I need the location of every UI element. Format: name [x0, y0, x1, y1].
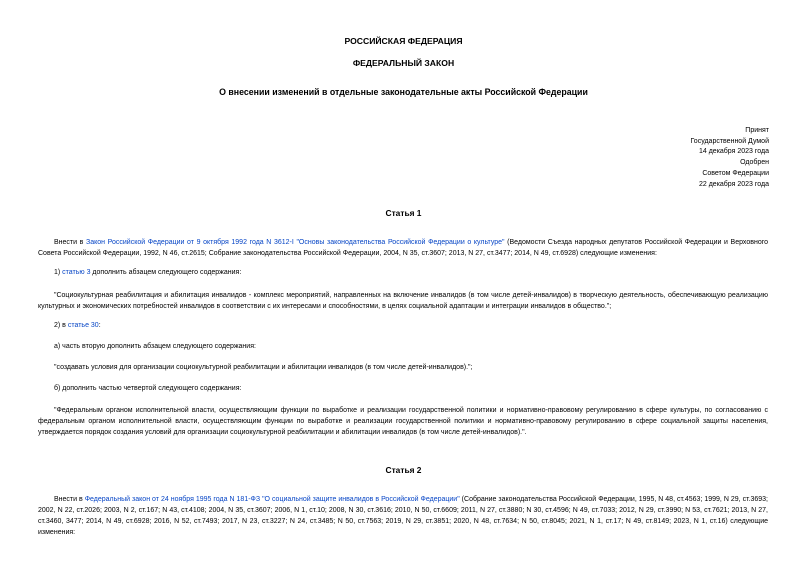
acceptance-line: 22 декабря 2023 года: [698, 180, 769, 188]
acceptance-line: Государственной Думой: [690, 137, 769, 145]
law-title: О внесении изменений в отдельные законодательные акты Российской Федерации: [219, 87, 588, 97]
quoted-paragraph: "создавать условия для организации социокультурной реабилитации и абилитации инвалидов (в том числе детей-инвалидов).";: [54, 364, 473, 371]
acceptance-block: [690, 126, 769, 190]
paragraph-text: (Ведомости Съезда народных депутатов Российской Федерации и Верховного Совета Российской Федерации, 1992, N 46, ст.2615; Собрание законодательства Российской Федерации, 2004, N 35, ст.3607; 2013, N 27, ст.3477; 2014, N 49, ст.6928) следующие изменения:: [38, 239, 769, 257]
article-1-heading: Статья 1: [385, 208, 422, 218]
article-3-link[interactable]: статью 3: [62, 269, 91, 276]
item-text: :: [98, 322, 101, 329]
item-number: 2) в: [54, 322, 68, 329]
law-type-heading: ФЕДЕРАЛЬНЫЙ ЗАКОН: [352, 58, 455, 68]
article-30-link[interactable]: статье 30: [67, 322, 99, 329]
item-text: дополнить абзацем следующего содержания:: [90, 269, 242, 276]
quoted-paragraph: "Социокультурная реабилитация и абилитация инвалидов - комплекс мероприятий, направленных на включение инвалидов (в том числе детей-инвалидов) в творческую деятельность, обеспечивающую реализацию культурных и экономических потребностей инвалидов в соответствии с их интересами и способностями, в целях социальной адаптации и интеграции инвалидов в общество.";: [38, 292, 768, 310]
sub-item: а) часть вторую дополнить абзацем следующего содержания:: [54, 343, 256, 350]
acceptance-line: Советом Федерации: [702, 169, 769, 177]
quoted-paragraph: "Федеральным органом исполнительной власти, осуществляющим функции по выработке и реализации государственной политики и нормативно-правовому регулированию в сфере культуры, по согласованию с федеральным органом исполнительной власти, осуществляющим функции по выработке и реализации государственной политики и нормативно-правовому регулированию в сфере социальной защиты населения, утверждается порядок создания условий для организации социокультурной реабилитации и абилитации инвалидов (в том числе детей-инвалидов).".: [38, 407, 768, 436]
amendment-item: [38, 267, 768, 278]
amendment-item: [38, 320, 768, 331]
acceptance-line: Одобрен: [740, 159, 769, 167]
paragraph-text: Внести в: [54, 239, 86, 246]
sub-item: б) дополнить частью четвертой следующего содержания:: [54, 385, 242, 392]
article-2-heading: Статья 2: [385, 465, 422, 475]
law-link[interactable]: Закон Российской Федерации от 9 октября 1992 года N 3612-I "Основы законодательства Российской Федерации о культуре": [86, 239, 505, 246]
acceptance-line: Принят: [745, 127, 769, 134]
item-number: 1): [54, 269, 63, 276]
paragraph-text: (Собрание законодательства Российской Федерации, 1995, N 48, ст.4563; 1999, N 29, ст.3693; 2002, N 22, ст.2026; 2003, N 2, ст.167; N 43, ст.4108; 2004, N 35, ст.3607; 2006, N 1, ст.10; 2008, N 30, ст.3616; 2010, N 50, ст.6609; 2011, N 27, ст.3880; N 30, ст.4596; N 49, ст.7033; 2012, N 29, ст.3990; N 53, ст.7621; 2013, N 27, ст.3460, 3477; 2014, N 49, ст.6928; 2016, N 52, ст.7493; 2017, N 23, ст.3227; N 24, ст.3485; N 50, ст.7563; 2019, N 29, ст.3851; 2020, N 48, ст.7634; N 50, ст.8045; 2021, N 1, ст.17; N 49, ст.8149; 2023, N 1, ст.16) следующие изменения:: [38, 496, 768, 536]
country-heading: РОССИЙСКАЯ ФЕДЕРАЦИЯ: [344, 36, 463, 46]
article-2-paragraph: [38, 494, 768, 538]
law-link[interactable]: Федеральный закон от 24 ноября 1995 года N 181-ФЗ "О социальной защите инвалидов в Российской Федерации": [84, 496, 460, 503]
paragraph-text: Внести в: [54, 496, 85, 503]
acceptance-line: 14 декабря 2023 года: [698, 148, 769, 156]
article-1-paragraph: [38, 237, 768, 259]
